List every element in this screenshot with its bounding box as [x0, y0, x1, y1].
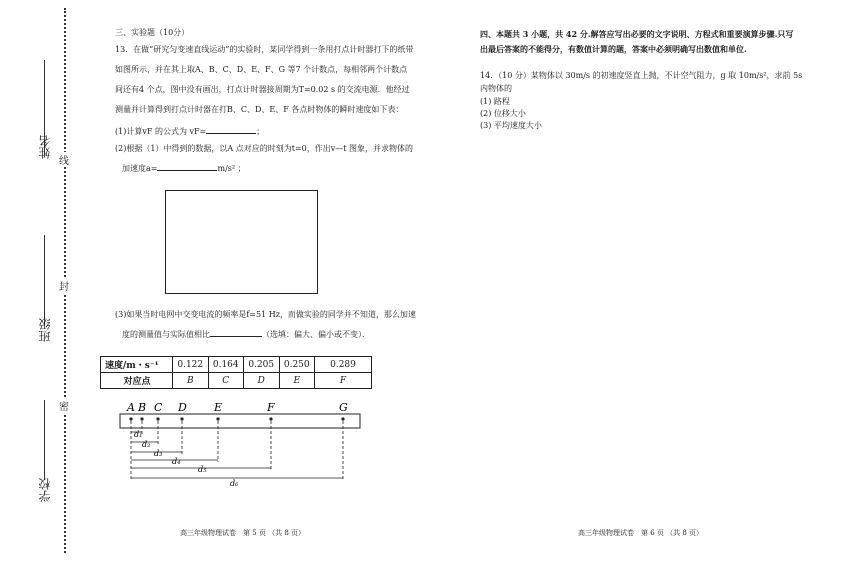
tape-dot	[180, 417, 183, 420]
tape-label-a: A	[127, 401, 135, 414]
table-cell: B	[173, 373, 209, 389]
tape-drop-lines	[131, 421, 343, 480]
tape-label-f: F	[267, 401, 275, 414]
tape-dots	[129, 417, 344, 420]
velocity-header-cell: 速度/m・s⁻¹	[101, 357, 173, 373]
calc-section-line2: 出最后答案的不能得分，有数值计算的题，答案中必须明确写出数值和单位.	[480, 44, 747, 54]
q13-part2-prefix: 加速度a=	[122, 164, 158, 173]
distance-arrows	[131, 432, 343, 478]
class-label: 班级	[38, 318, 52, 342]
q13-part3-line1: (3)如果当时电网中交变电流的频率是f=51 Hz，而做实验的同学并不知道，那么加速	[115, 310, 416, 319]
left-page-footer: 高三年级物理试卷 第 5 页 （共 8 页）	[180, 529, 306, 537]
q13-intro-line1: 13．在做“研究匀变速直线运动”的实验时，某同学得到一条用打点计时器打下的纸带	[115, 45, 414, 54]
seal-mark-secret: 密	[59, 398, 69, 413]
table-cell: 0.289	[315, 357, 372, 373]
q13-part3-suffix: （选填：偏大、偏小或不变）．	[262, 330, 370, 339]
tape-point-labels	[126, 401, 348, 414]
tape-label-g: G	[339, 401, 348, 414]
q13-part1-prefix: (1)计算vF 的公式为 vF=	[115, 127, 207, 136]
point-header-cell: 对应点	[101, 373, 173, 389]
acceleration-answer-blank[interactable]	[157, 161, 217, 171]
tape-label-b: B	[138, 401, 147, 414]
experiment-section-title: 三、实验题（10分）	[115, 28, 190, 37]
q14-item-displacement: (2) 位移大小	[480, 109, 526, 118]
table-cell: 0.250	[279, 357, 315, 373]
tape-dot	[140, 417, 143, 420]
q14-line2: 内物体的	[480, 84, 512, 93]
q13-part2-line2	[122, 161, 246, 174]
tape-dot	[341, 417, 344, 420]
table-cell: F	[315, 373, 372, 389]
q14-item-average-speed: (3) 平均速度大小	[480, 121, 542, 130]
table-cell: 0.122	[173, 357, 209, 373]
q13-part2-suffix: m/s² ；	[217, 164, 246, 173]
q13-part1	[115, 124, 264, 137]
distance-label-d2: d₂	[142, 440, 151, 449]
class-blank-line	[44, 235, 45, 325]
table-row	[101, 373, 372, 389]
q13-intro-line2: 如图所示，并在其上取A、B、C、D、E、F、G 等7 个计数点，每相邻两个计数点	[115, 65, 408, 74]
velocity-table	[100, 356, 372, 389]
seal-mark-line: 线	[59, 152, 69, 167]
paper-tape-figure	[118, 398, 366, 488]
name-label: 姓名	[38, 135, 52, 159]
distance-label-d6: d₆	[230, 479, 239, 488]
school-blank-line	[44, 400, 45, 480]
seal-mark-seal: 封	[59, 278, 69, 293]
table-cell: 0.164	[208, 357, 244, 373]
table-row	[101, 357, 372, 373]
q13-part1-suffix: ；	[256, 127, 265, 136]
q13-intro-line4: 测量并计算得到打点计时器在打B、C、D、E、F 各点时物体的瞬时速度如下表：	[115, 105, 404, 114]
q14-item-distance: (1) 路程	[480, 97, 510, 106]
distance-label-d3: d₃	[154, 449, 163, 458]
distance-label-d4: d₄	[172, 457, 181, 466]
tape-label-e: E	[214, 401, 223, 414]
distance-label-d1: d₁	[134, 430, 143, 439]
tape-dot	[156, 417, 159, 420]
table-cell: D	[244, 373, 280, 389]
vf-answer-blank[interactable]	[206, 124, 256, 134]
table-cell: E	[279, 373, 315, 389]
paper-tape-strip	[120, 414, 360, 428]
q14-line1: 14．（10 分）某物体以 30m/s 的初速度竖直上抛，不计空气阻力，g 取 10m/s²，求前 5s	[480, 71, 803, 80]
tape-dot	[129, 417, 132, 420]
distance-labels	[134, 430, 239, 488]
measurement-answer-blank[interactable]	[210, 327, 262, 337]
q13-intro-line3: 间还有4 个点，图中没有画出，打点计时器接周期为T=0.02 s 的交流电源．他经过	[115, 85, 410, 94]
q13-part2-line1: (2)根据（1）中得到的数据，以A 点对应的时刻为t=0，作出v—t 图象，并求物体的	[115, 144, 414, 153]
tape-label-d: D	[178, 401, 187, 414]
distance-label-d5: d₅	[198, 465, 207, 474]
tape-dot	[216, 417, 219, 420]
right-page-footer: 高三年级物理试卷 第 6 页 （共 8 页）	[578, 529, 704, 537]
tape-label-c: C	[154, 401, 163, 414]
school-label: 学校	[38, 478, 52, 502]
q13-part3-prefix: 度的测量值与实际值相比	[122, 330, 210, 339]
q13-part3-line2	[122, 327, 370, 340]
tape-dot	[269, 417, 272, 420]
table-cell: C	[208, 373, 244, 389]
calc-section-line1: 四、本题共 3 小题，共 42 分.解答应写出必要的文字说明、方程式和重要演算步骤.只写	[480, 29, 794, 39]
vt-graph-answer-box[interactable]	[165, 190, 318, 294]
table-cell: 0.205	[244, 357, 280, 373]
